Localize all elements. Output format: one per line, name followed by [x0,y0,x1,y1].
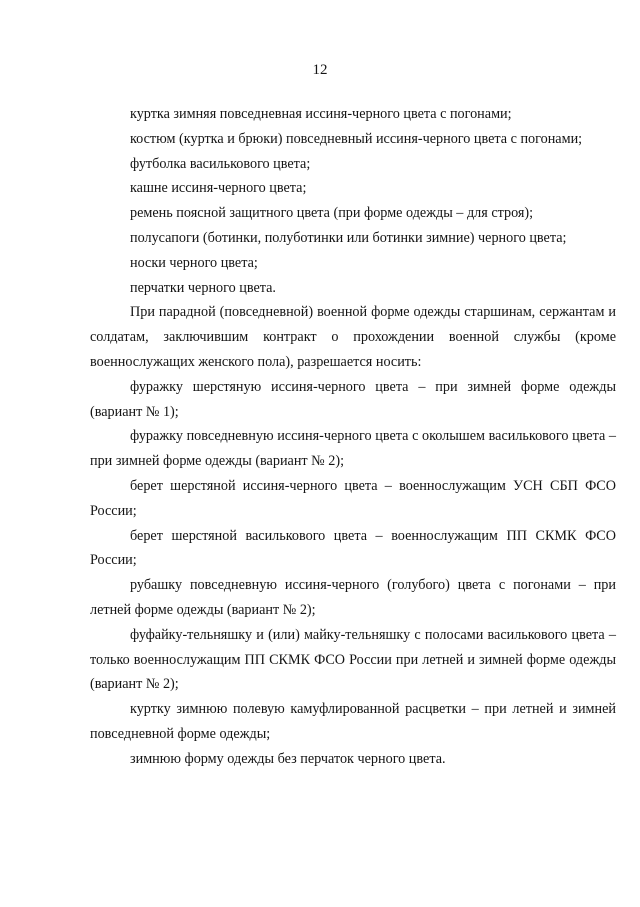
paragraph: рубашку повседневную иссиня-черного (голубого) цвета с погонами – при летней форме одежды (вариант № 2); [90,577,616,618]
paragraph: фуфайку-тельняшку и (или) майку-тельняшку с полосами василькового цвета – только военнослужащим ПП СКМК ФСО России при летней и зимней форме одежды (вариант № 2); [90,626,616,693]
paragraph: фуражку повседневную иссиня-черного цвета с околышем василькового цвета – при зимней форме одежды (вариант № 2); [90,428,616,470]
paragraph: зимнюю форму одежды без перчаток черного цвета. [130,750,446,767]
paragraph: берет шерстяной василькового цвета – военнослужащим ПП СКМК ФСО России; [90,527,616,569]
paragraph: перчатки черного цвета. [130,279,276,296]
paragraph: футболка василькового цвета; [130,155,311,172]
paragraph: полусапоги (ботинки, полуботинки или ботинки зимние) черного цвета; [130,229,567,246]
paragraph: куртка зимняя повседневная иссиня-черного цвета с погонами; [130,106,512,122]
paragraph: куртку зимнюю полевую камуфлированной расцветки – при летней и зимней повседневной форме одежды; [90,701,616,742]
body-text [90,102,616,772]
paragraph: При парадной (повседневной) военной форме одежды старшинам, сержантам и солдатам, заключившим контракт о прохождении военной службы (кроме военнослужащих женского пола), разрешается носить: [90,304,616,370]
paragraph: костюм (куртка и брюки) повседневный иссиня-черного цвета с погонами; [130,130,583,147]
paragraph: фуражку шерстяную иссиня-черного цвета – при зимней форме одежды (вариант № 1); [90,378,616,420]
page-number: 12 [312,62,328,78]
paragraph: ремень поясной защитного цвета (при форме одежды – для строя); [130,205,534,222]
paragraph: кашне иссиня-черного цвета; [130,180,307,197]
paragraph: берет шерстяной иссиня-черного цвета – военнослужащим УСН СБП ФСО России; [90,477,616,519]
paragraph: носки черного цвета; [130,254,258,271]
